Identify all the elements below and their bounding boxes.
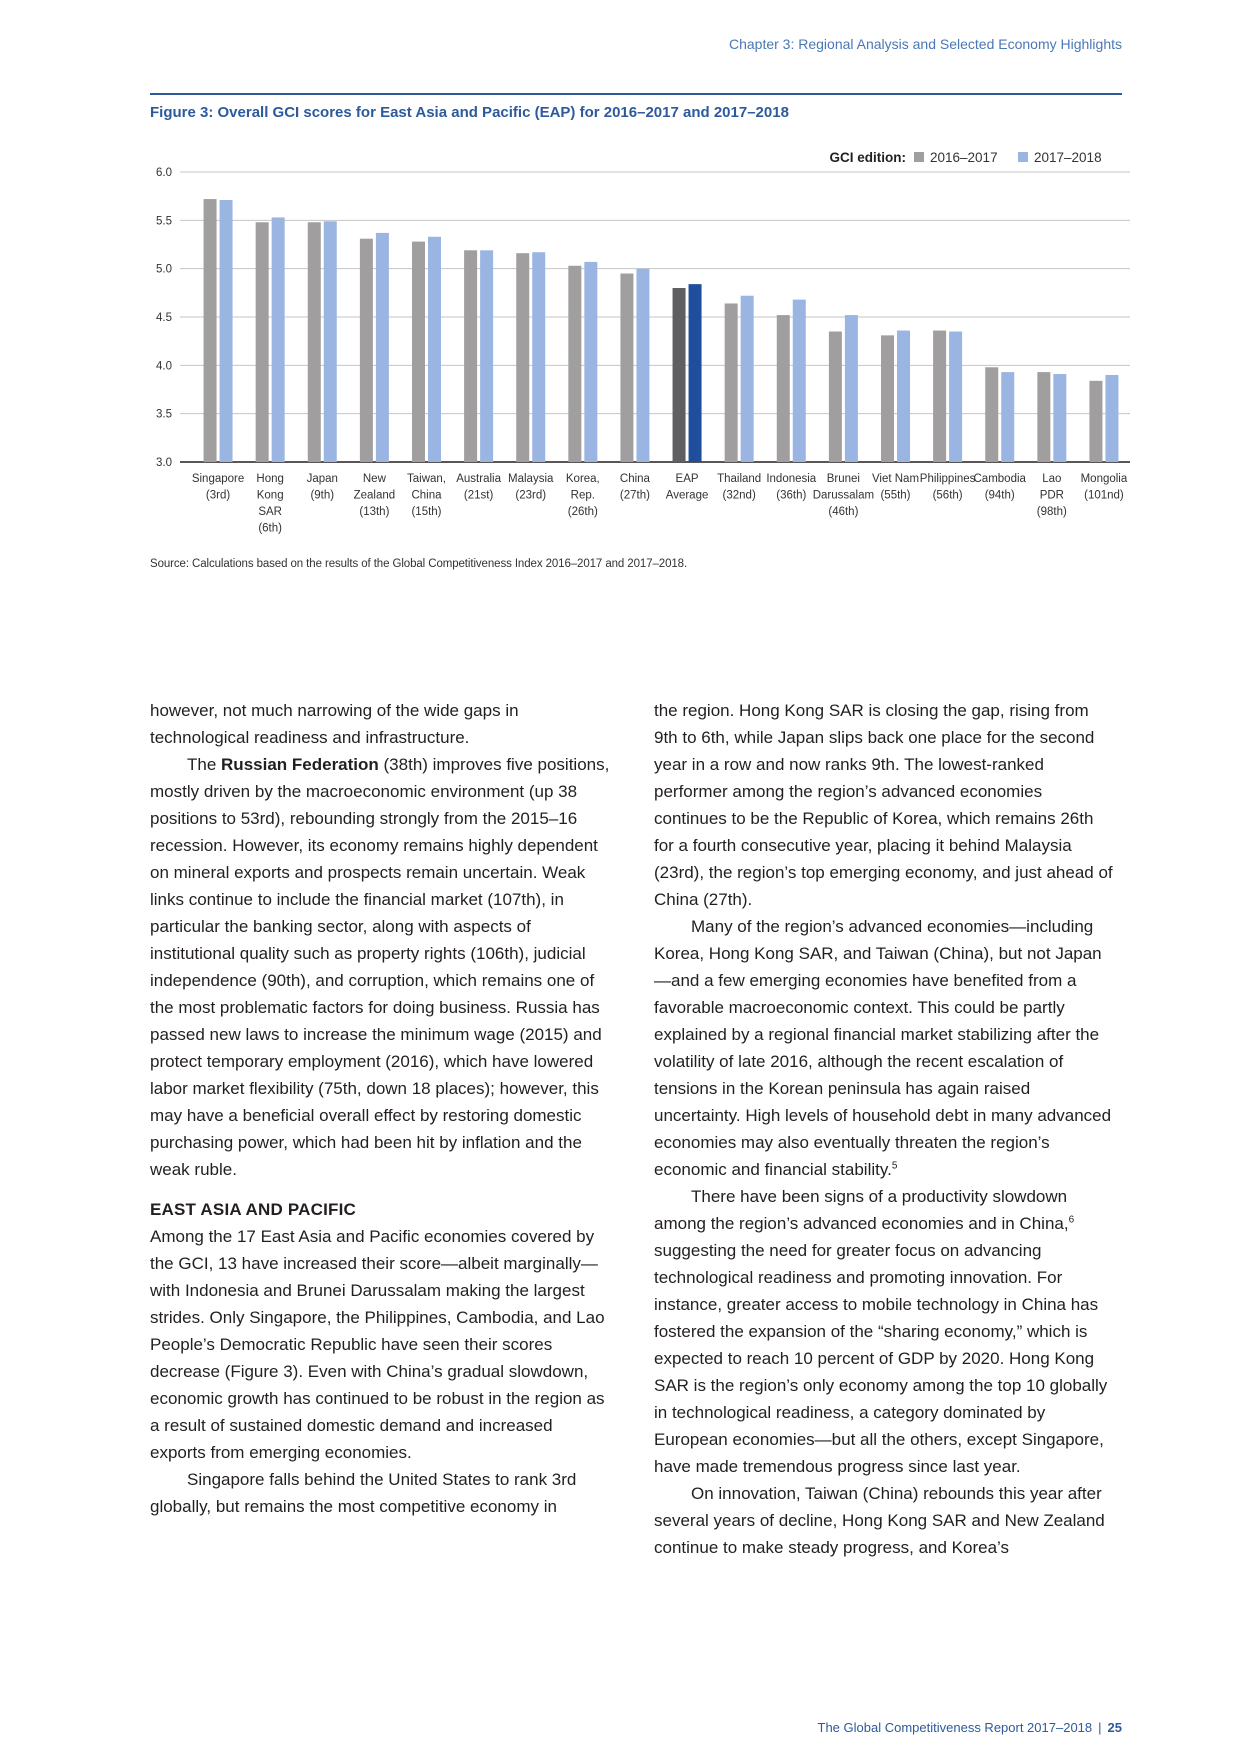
bar-2016-2017 [412,242,425,462]
x-category-label [974,473,1027,502]
x-category-label [508,473,554,502]
bar-2017-2018 [584,262,597,462]
paragraph [150,751,610,1183]
legend-label-2016-2017: 2016–2017 [930,150,998,165]
bar-2016-2017 [620,274,633,463]
bar-2016-2017 [933,331,946,462]
bar-2016-2017 [464,250,477,462]
bar-2017-2018 [272,217,285,462]
footer-separator: | [1098,1720,1102,1735]
x-category-label-line: Japan [306,473,338,485]
x-category-label-line: China [619,473,650,485]
x-category-label-line: Philippines [919,473,976,485]
bar-2016-2017 [725,303,738,462]
footnote-ref[interactable]: 5 [891,1160,898,1172]
x-category-label-line: Cambodia [973,473,1026,485]
section-heading: EAST ASIA AND PACIFIC [150,1200,357,1219]
gci-bar-chart [150,140,1130,550]
paragraph: however, not much narrowing of the wide gaps in technological readiness and infrastructure. [150,701,519,747]
bar-2017-2018 [793,300,806,462]
bar-2016-2017 [516,253,529,462]
x-category-label-line: (6th) [258,522,282,535]
x-category-label-line: Hong [256,473,284,485]
x-category-label-line: (101nd) [1084,489,1124,502]
paragraph-lead: The [187,755,222,774]
x-category-label-line: Korea, [565,473,600,485]
header-rule [150,93,1122,95]
x-category-label-line: China [411,489,442,502]
x-category-label [192,473,244,502]
x-category-label-line: Thailand [717,473,762,485]
x-category-label [1081,473,1128,502]
x-category-label-line: (23rd) [515,489,547,502]
x-category-label [717,473,761,502]
paragraph [654,913,1114,1183]
x-category-label-line: (3rd) [205,489,231,502]
legend-swatch-2016-2017 [914,152,924,162]
x-category-label-line: Mongolia [1080,473,1128,485]
x-category-label [620,473,651,502]
text-column-left [150,697,610,1520]
x-category-label-line: SAR [258,506,282,518]
x-category-label-line: Singapore [191,473,245,485]
bar-2016-2017 [829,332,842,463]
legend-label-2017-2018: 2017–2018 [1034,150,1102,165]
bar-2017-2018 [376,233,389,462]
bar-2016-2017 [360,239,373,462]
x-category-label [813,473,874,518]
figure-source: Source: Calculations based on the results of the Global Competitiveness Index 2016–2017 and 2017–2018. [150,558,688,570]
x-category-label-line: Lao [1042,473,1062,485]
y-tick-label: 5.0 [156,263,172,276]
x-category-label [307,473,338,502]
bar-2017-2018 [480,250,493,462]
x-category-label [407,473,446,518]
y-tick-label: 6.0 [156,167,172,179]
paragraph-text: Many of the region’s advanced economies—including Korea, Hong Kong SAR, and Taiwan (China), but not Japan—and a few emerging economies have benefited from a favorable macroeconomic context. This could be partly explained by a regional financial market stabilizing after the volatility of late 2016, although the recent escalation of tensions in the Korean peninsula has again raised uncertainty. High levels of household debt in many advanced economies may also eventually threaten the region’s economic and financial stability. [654,917,1112,1179]
bar-2017-2018 [897,331,910,462]
x-category-label [1037,473,1067,518]
report-title: The Global Competitiveness Report 2017–2018 [817,1720,1093,1735]
x-category-label-line: New [362,473,386,485]
paragraph-text: There have been signs of a productivity slowdown among the region’s advanced economies and in China, [654,1187,1069,1233]
bar-2017-2018 [532,252,545,462]
x-category-label-line: (36th) [776,489,807,502]
x-category-label-line: Taiwan, [407,473,446,485]
bar-2017-2018 [636,269,649,462]
paragraph-rest: (38th) improves five positions, mostly driven by the macroeconomic environment (up 38 positions to 53rd), rebounding strongly from the 2015–16 recession. However, its economy remains highly dependent on mineral exports and prospects remain uncertain. Weak links continue to include the financial market (107th), in particular the banking sector, along with aspects of institutional quality such as property rights (106th), judicial independence (90th), and corruption, which remains one of the most problematic factors for doing business. Russia has passed new laws to increase the minimum wage (2015) and protect temporary employment (2016), which have lowered labor market flexibility (75th, down 18 places); however, this may have a beneficial overall effect by restoring domestic purchasing power, which had been hit by inflation and the weak ruble. [150,755,610,1179]
y-tick-label: 4.0 [156,360,172,373]
bar-2017-2018 [1105,375,1118,462]
x-category-label [256,473,284,535]
bar-2016-2017 [673,288,686,462]
paragraph [654,1183,1114,1480]
x-category-label-line: (9th) [310,489,335,502]
bold-term: Russian Federation [221,755,379,774]
x-category-label [920,473,976,502]
y-tick-label: 5.5 [156,215,172,228]
x-category-label-line: Malaysia [508,473,554,485]
y-tick-label: 3.0 [156,457,172,469]
x-category-label-line: Darussalam [812,489,875,502]
x-category-label-line: Brunei [826,473,861,485]
x-category-label-line: Indonesia [766,473,817,485]
bar-2016-2017 [881,335,894,462]
x-category-label-line: PDR [1039,489,1064,502]
y-tick-label: 3.5 [156,408,172,421]
page-number: 25 [1107,1720,1122,1735]
bar-2016-2017 [256,222,269,462]
legend-title: GCI edition: [829,150,906,165]
bar-2017-2018 [220,200,233,462]
x-category-label [354,473,396,518]
figure-title: Figure 3: Overall GCI scores for East Asia and Pacific (EAP) for 2016–2017 and 2017–2018 [150,104,789,121]
bar-2017-2018 [324,221,337,462]
bar-2016-2017 [1089,381,1102,462]
x-category-label [666,473,709,502]
x-category-label-line: Rep. [570,489,595,502]
bar-2016-2017 [308,222,321,462]
x-category-label [566,473,600,518]
bar-2017-2018 [1053,374,1066,462]
x-category-label-line: (15th) [411,506,442,518]
bar-2016-2017 [204,199,217,462]
bar-2017-2018 [428,237,441,462]
bar-2016-2017 [1037,372,1050,462]
bar-2017-2018 [845,315,858,462]
x-category-label-line: Average [665,489,709,502]
x-category-label-line: (21st) [463,489,494,502]
x-category-label-line: (27th) [619,489,650,502]
chapter-header: Chapter 3: Regional Analysis and Selected Economy Highlights [728,36,1122,52]
x-category-label [766,473,816,502]
footnote-ref[interactable]: 6 [1068,1214,1075,1226]
x-category-label-line: (46th) [828,506,859,518]
x-category-label-line: (55th) [880,489,911,502]
x-category-label [872,473,919,502]
legend-swatch-2017-2018 [1018,152,1028,162]
paragraph: Among the 17 East Asia and Pacific economies covered by the GCI, 13 have increased their score—albeit marginally—with Indonesia and Brunei Darussalam making the largest strides. Only Singapore, the Philippines, Cambodia, and Lao People’s Democratic Republic have seen their scores decrease (Figure 3). Even with China’s gradual slowdown, economic growth has continued to be robust in the region as a result of sustained domestic demand and increased exports from emerging economies. [150,1227,605,1462]
x-category-label-line: (94th) [984,489,1015,502]
paragraph-text: suggesting the need for greater focus on advancing technological readiness and promoting innovation. For instance, greater access to mobile technology in China has fostered the expansion of the “sharing economy,” which is expected to reach 10 percent of GDP by 2020. Hong Kong SAR is the region’s only economy among the top 10 globally in technological readiness, a category dominated by European economies—but all the others, except Singapore, have made tremendous progress since last year. [654,1241,1108,1476]
paragraph: On innovation, Taiwan (China) rebounds this year after several years of decline, Hong Kong SAR and New Zealand continue to make steady progress, and Korea’s [654,1484,1105,1557]
bar-2017-2018 [689,284,702,462]
x-category-label-line: (56th) [932,489,963,502]
text-column-right [654,697,1114,1561]
x-category-label-line: (98th) [1036,506,1067,518]
bar-2016-2017 [568,266,581,462]
x-category-label-line: (32nd) [722,489,756,502]
x-category-label-line: Zealand [353,489,396,502]
x-category-label-line: EAP [675,473,699,485]
bar-2016-2017 [777,315,790,462]
bar-2016-2017 [985,367,998,462]
x-category-label-line: (13th) [359,506,390,518]
bar-2017-2018 [1001,372,1014,462]
x-category-label-line: Australia [456,473,501,485]
bar-2017-2018 [949,332,962,463]
y-tick-label: 4.5 [156,312,172,324]
paragraph: Singapore falls behind the United States to rank 3rd globally, but remains the most competitive economy in [150,1470,577,1516]
x-category-label [456,473,501,502]
page-footer [818,1720,1122,1735]
bar-2017-2018 [741,296,754,462]
paragraph: the region. Hong Kong SAR is closing the gap, rising from 9th to 6th, while Japan slips back one place for the second year in a row and now ranks 9th. The lowest-ranked performer among the region’s advanced economies continues to be the Republic of Korea, which remains 26th for a fourth consecutive year, placing it behind Malaysia (23rd), the region’s top emerging economy, and just ahead of China (27th). [654,701,1113,909]
x-category-label-line: (26th) [567,506,598,518]
x-category-label-line: Kong [256,489,284,502]
x-category-label-line: Viet Nam [871,473,920,485]
